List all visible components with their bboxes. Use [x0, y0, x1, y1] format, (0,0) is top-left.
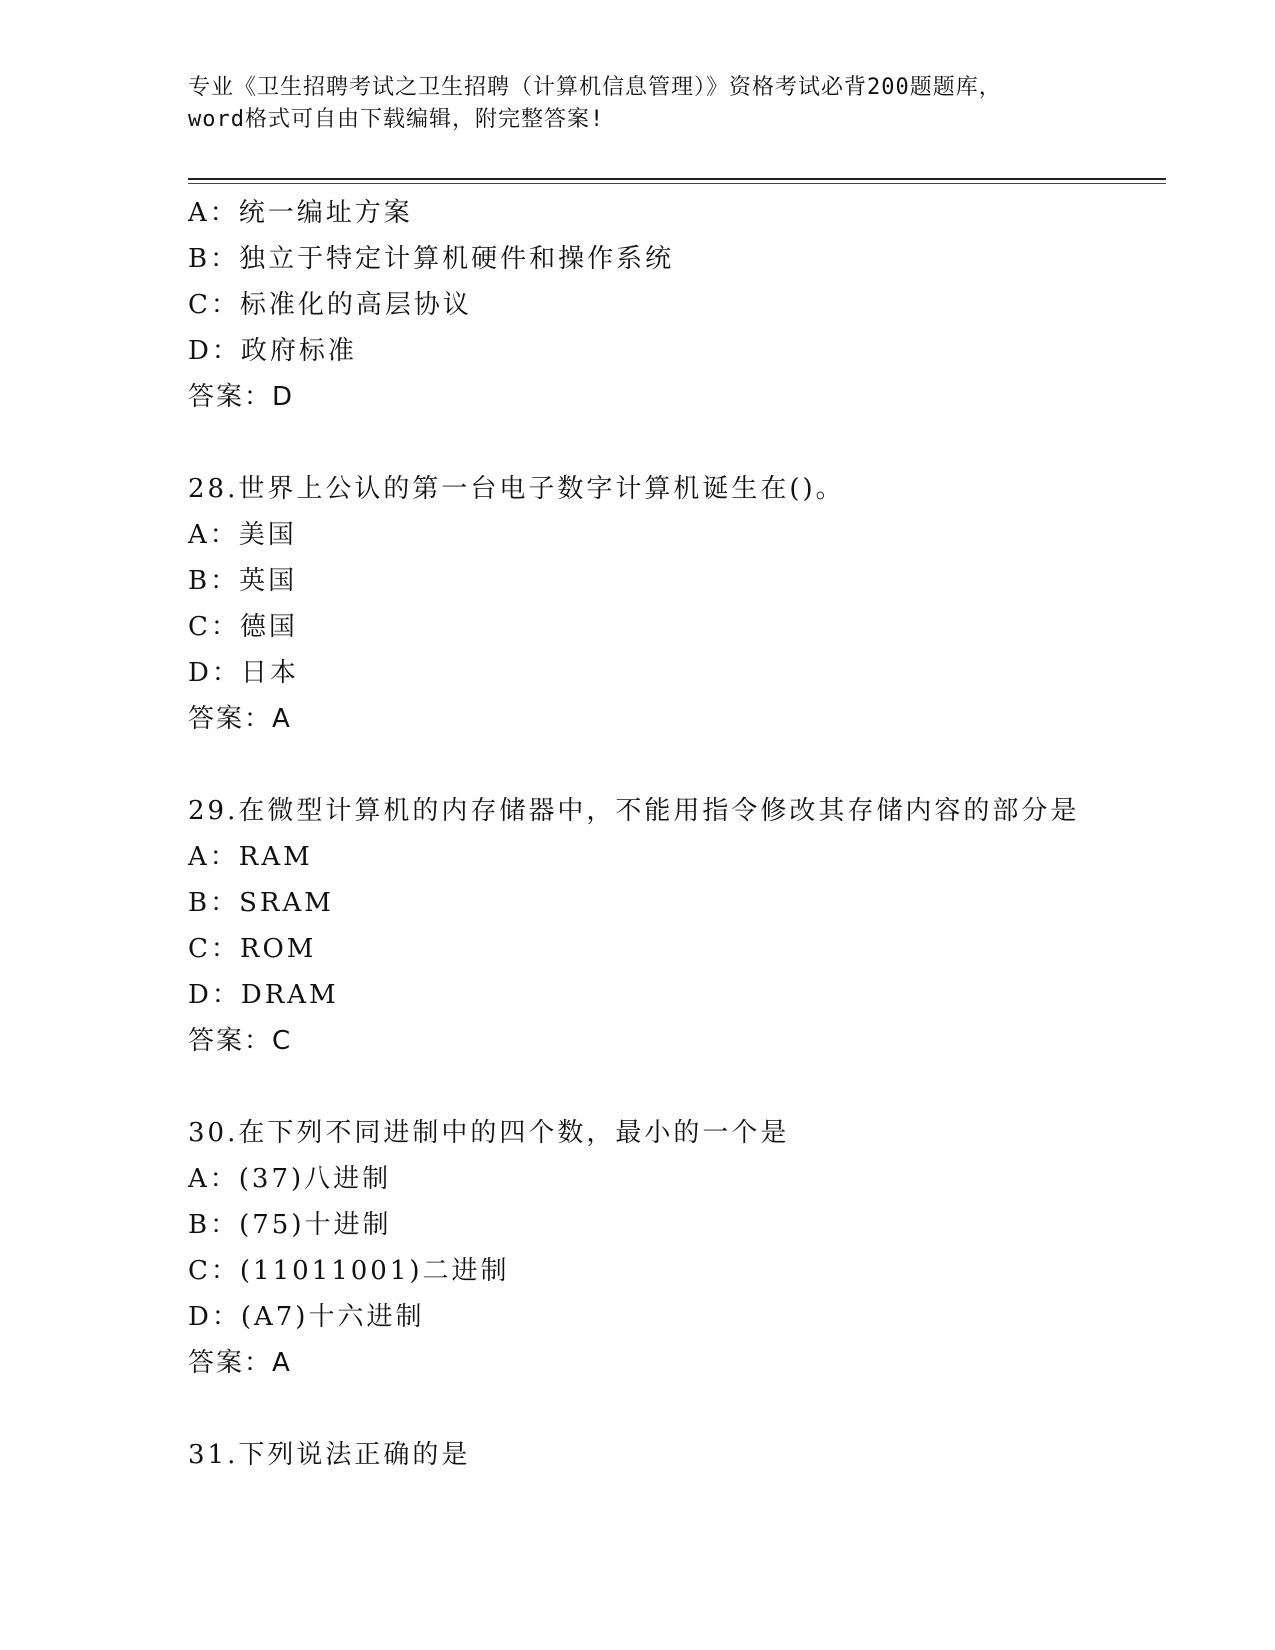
answer-line: 答案：A [188, 1348, 292, 1378]
option-d: D：(A7)十六进制 [188, 1302, 425, 1332]
option-b: B：(75)十进制 [188, 1210, 392, 1240]
question-text: 29.在微型计算机的内存储器中，不能用指令修改其存储内容的部分是 [188, 796, 1080, 826]
option-b: B：独立于特定计算机硬件和操作系统 [188, 244, 675, 274]
answer-line: 答案：C [188, 1026, 293, 1056]
option-d: D：政府标准 [188, 336, 357, 366]
question-text: 30.在下列不同进制中的四个数，最小的一个是 [188, 1118, 790, 1148]
question-text: 28.世界上公认的第一台电子数字计算机诞生在()。 [188, 474, 845, 504]
document-header [188, 72, 1088, 136]
option-c: C：标准化的高层协议 [188, 290, 472, 320]
option-b: B：SRAM [188, 888, 334, 918]
header-title-line: 专业《卫生招聘考试之卫生招聘（计算机信息管理）》资格考试必背200题题库， [188, 75, 1002, 100]
spacer [188, 1064, 1168, 1110]
answer-line: 答案：A [188, 704, 292, 734]
question-31 [188, 1432, 1168, 1478]
header-divider-thick [188, 178, 1166, 180]
question-28 [188, 466, 1168, 742]
spacer [188, 420, 1168, 466]
header-divider-thin [188, 183, 1166, 184]
question-list [188, 190, 1168, 1478]
spacer [188, 742, 1168, 788]
option-d: D：日本 [188, 658, 299, 688]
answer-line: 答案：D [188, 382, 295, 412]
question-text: 31.下列说法正确的是 [188, 1440, 471, 1470]
option-c: C：德国 [188, 612, 298, 642]
option-b: B：英国 [188, 566, 298, 596]
option-c: C：(11011001)二进制 [188, 1256, 510, 1286]
question-27 [188, 190, 1168, 420]
option-a: A：统一编址方案 [188, 198, 413, 228]
option-a: A：(37)八进制 [188, 1164, 392, 1194]
question-29 [188, 788, 1168, 1064]
header-subtitle-line: word格式可自由下载编辑，附完整答案! [188, 107, 605, 132]
question-30 [188, 1110, 1168, 1386]
option-a: A：RAM [188, 842, 313, 872]
option-c: C：ROM [188, 934, 317, 964]
spacer [188, 1386, 1168, 1432]
option-a: A：美国 [188, 520, 297, 550]
option-d: D：DRAM [188, 980, 339, 1010]
